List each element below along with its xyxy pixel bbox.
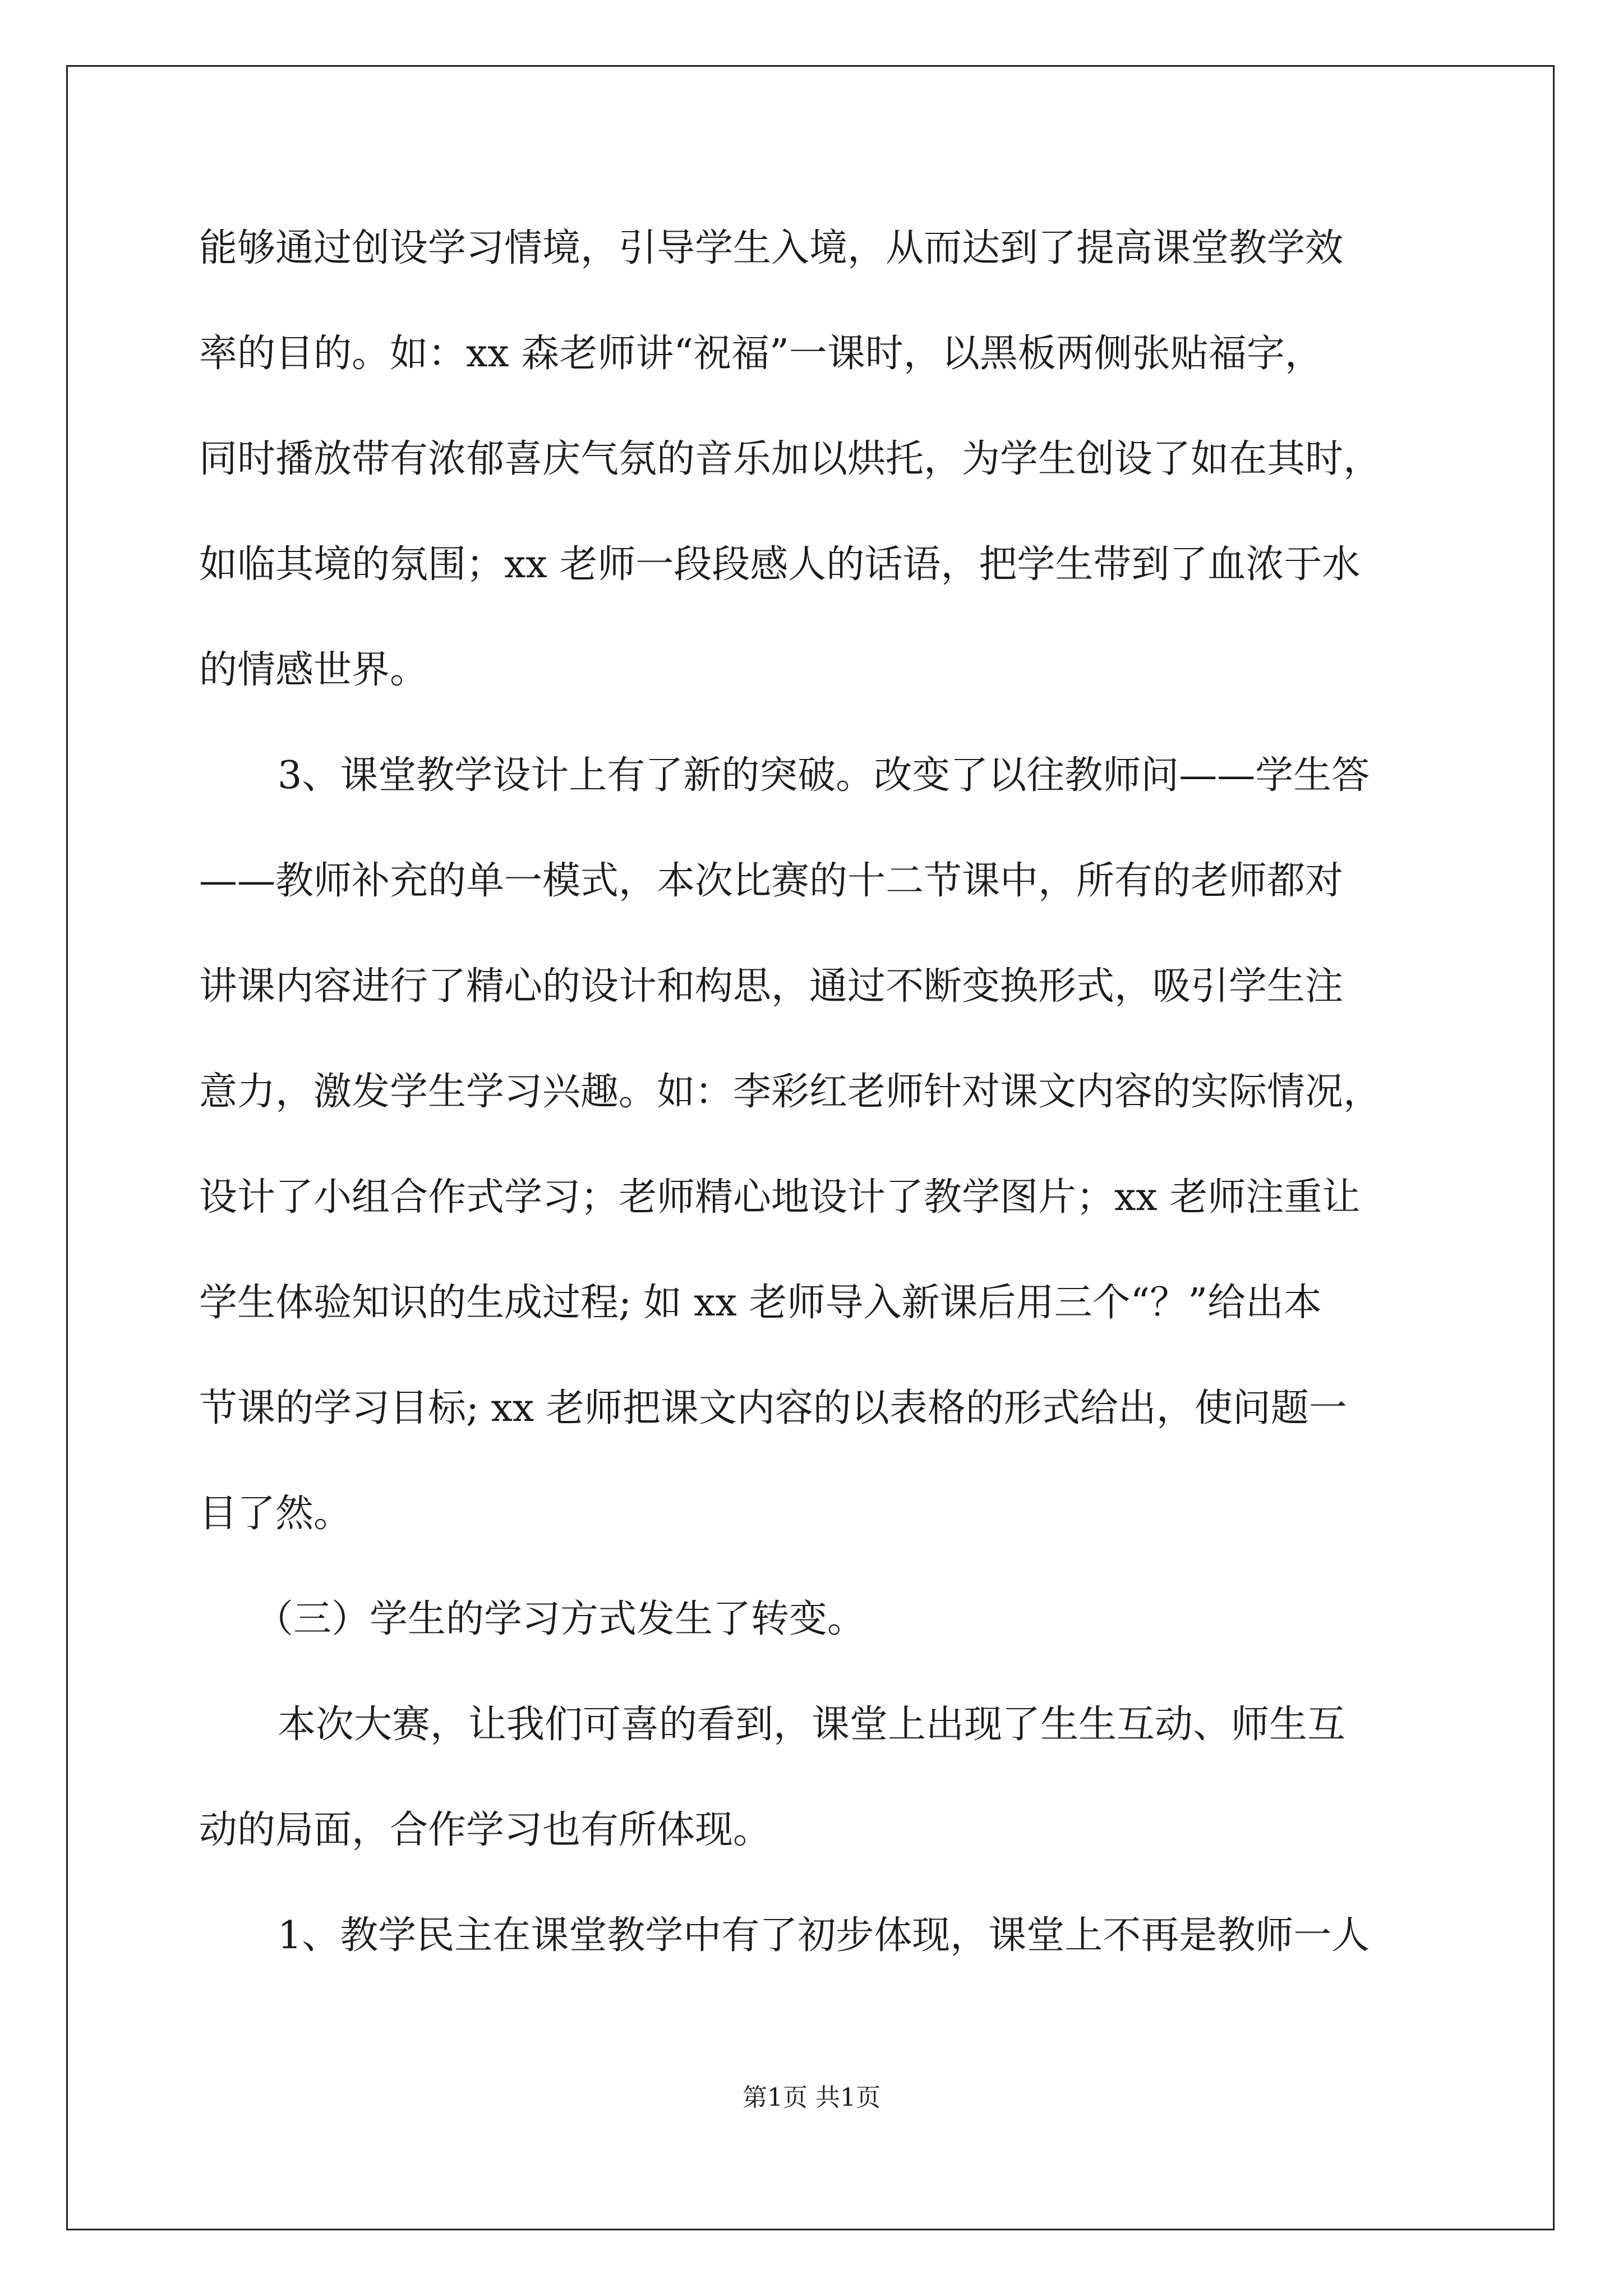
- text-line: 的情感世界。: [199, 648, 428, 692]
- text-line: 如临其境的氛围；xx 老师一段段感人的话语，把学生带到了血浓于水: [199, 542, 1361, 587]
- section-heading: （三）学生的学习方式发生了转变。: [255, 1597, 866, 1641]
- text-line: 目了然。: [199, 1492, 352, 1536]
- text-line: 节课的学习目标; xx 老师把课文内容的以表格的形式给出，使问题一: [199, 1386, 1347, 1430]
- text-line: 动的局面，合作学习也有所体现。: [199, 1808, 772, 1852]
- page-number: 第1页 共1页: [743, 2083, 880, 2112]
- paragraph-first-line: 3、课堂教学设计上有了新的突破。改变了以往教师问——学生答: [278, 753, 1370, 798]
- text-line: 意力，激发学生学习兴趣。如：李彩红老师针对课文内容的实际情况，: [199, 1070, 1382, 1114]
- paragraph-first-line: 1、教学民主在课堂教学中有了初步体现，课堂上不再是教师一人: [278, 1913, 1370, 1958]
- text-line: 设计了小组合作式学习；老师精心地设计了教学图片；xx 老师注重让: [199, 1175, 1361, 1220]
- text-line: 同时播放带有浓郁喜庆气氛的音乐加以烘托，为学生创设了如在其时，: [199, 437, 1382, 481]
- text-line: 讲课内容进行了精心的设计和构思，通过不断变换形式，吸引学生注: [199, 964, 1344, 1009]
- text-line: 能够通过创设学习情境，引导学生入境，从而达到了提高课堂教学效: [199, 226, 1344, 270]
- text-line: ——教师补充的单一模式，本次比赛的十二节课中，所有的老师都对: [199, 859, 1344, 903]
- text-line: 学生体验知识的生成过程; 如 xx 老师导入新课后用三个“？”给出本: [199, 1281, 1322, 1325]
- paragraph-first-line: 本次大赛，让我们可喜的看到，课堂上出现了生生互动、师生互: [278, 1703, 1346, 1747]
- text-line: 率的目的。如：xx 森老师讲“祝福”一课时，以黑板两侧张贴福字，: [199, 332, 1323, 376]
